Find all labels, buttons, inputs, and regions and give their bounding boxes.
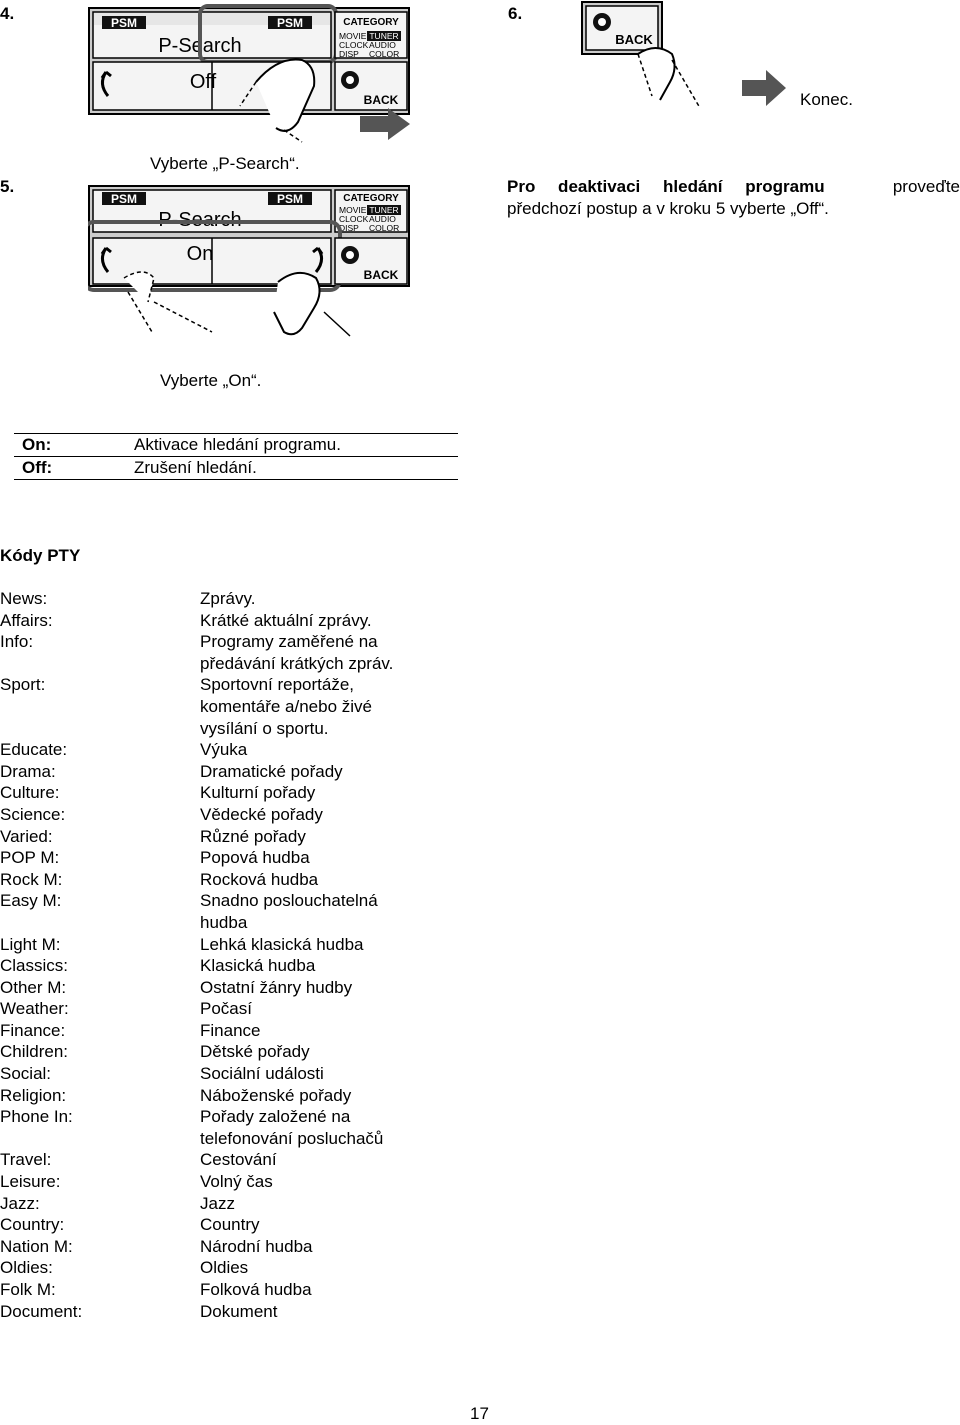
pty-desc xyxy=(200,1085,351,1107)
finger-icon xyxy=(274,273,320,334)
category-label: CATEGORY xyxy=(343,17,399,28)
display-back xyxy=(576,0,796,110)
pty-row xyxy=(0,1171,520,1193)
pty-desc xyxy=(200,588,255,610)
pty-desc xyxy=(200,934,364,956)
pty-desc-line: Sociální události xyxy=(200,1064,324,1084)
option-key: On: xyxy=(22,435,52,454)
pty-code: Social: xyxy=(0,1064,52,1084)
caption-finish: Konec. xyxy=(800,90,853,109)
option-row xyxy=(14,434,458,456)
pty-code: Phone In: xyxy=(0,1107,73,1127)
pty-desc xyxy=(200,1106,383,1149)
pty-row xyxy=(0,1106,520,1149)
pty-code: Other M: xyxy=(0,977,67,997)
pty-code: Travel: xyxy=(0,1150,52,1170)
pty-desc xyxy=(200,847,310,869)
pty-desc xyxy=(200,977,352,999)
pty-desc-line: Finance xyxy=(200,1020,261,1040)
movie-label: MOVIE xyxy=(339,31,367,41)
psm-label-left: PSM xyxy=(110,16,138,30)
pty-desc-line: Oldies xyxy=(200,1258,249,1278)
pty-row xyxy=(0,1214,520,1236)
pty-desc-line: Výuka xyxy=(200,740,248,760)
pty-row xyxy=(0,1149,520,1171)
pty-row xyxy=(0,998,520,1020)
caption-select-on: Vyberte „On“. xyxy=(160,371,262,390)
arrow-right-icon xyxy=(742,70,786,106)
back-label: BACK xyxy=(363,268,399,282)
pty-desc xyxy=(200,955,315,977)
pty-desc-line: Volný čas xyxy=(200,1172,273,1192)
category-label: CATEGORY xyxy=(343,193,399,204)
color-label: COLOR xyxy=(369,49,400,59)
pty-row xyxy=(0,739,520,761)
pty-desc xyxy=(200,739,247,761)
pty-desc-line: hudba xyxy=(200,912,248,932)
finger-icon xyxy=(638,48,675,100)
pty-heading: Kódy PTY xyxy=(0,546,81,565)
psearch-label: P-Search xyxy=(158,35,242,57)
pty-row xyxy=(0,610,520,632)
pty-row xyxy=(0,1041,520,1063)
pty-desc-line: Jazz xyxy=(200,1193,235,1213)
pty-code: Light M: xyxy=(0,934,61,954)
note-line2: předchozí postup a v kroku 5 vyberte „Off“. xyxy=(507,199,829,218)
pty-row xyxy=(0,869,520,891)
pty-row xyxy=(0,847,520,869)
pty-desc xyxy=(200,1236,312,1258)
disp-label: DISP xyxy=(339,49,359,59)
color-label: COLOR xyxy=(369,223,400,233)
pty-desc xyxy=(200,1214,260,1236)
pty-code: Rock M: xyxy=(0,869,63,889)
pty-desc-line: předávání krátkých zpráv. xyxy=(200,653,394,673)
option-desc: Aktivace hledání programu. xyxy=(134,435,341,454)
pty-desc-line: Ostatní žánry hudby xyxy=(200,977,353,997)
pty-desc xyxy=(200,869,318,891)
clock-label: CLOCK xyxy=(339,40,369,50)
pty-row xyxy=(0,1301,520,1323)
pty-desc xyxy=(200,1020,260,1042)
pty-desc-line: Popová hudba xyxy=(200,848,310,868)
audio-label: AUDIO xyxy=(369,214,396,224)
pty-row xyxy=(0,1020,520,1042)
note-bold: Pro deaktivaci hledání programu xyxy=(507,177,825,196)
pty-code: Finance: xyxy=(0,1020,66,1040)
pty-row xyxy=(0,782,520,804)
pty-desc-line: Krátké aktuální zprávy. xyxy=(200,610,372,630)
pty-desc xyxy=(200,1149,277,1171)
pty-code: Jazz: xyxy=(0,1193,40,1213)
pty-code: Affairs: xyxy=(0,610,53,630)
note-rest: proveďte xyxy=(892,177,960,196)
value-label-off: Off xyxy=(189,71,217,93)
pty-row xyxy=(0,761,520,783)
pty-code: Nation M: xyxy=(0,1236,73,1256)
pty-desc xyxy=(200,1171,273,1193)
back-label: BACK xyxy=(615,32,653,47)
step-number-5: 5. xyxy=(0,177,15,196)
page-number: 17 xyxy=(470,1404,489,1423)
pty-desc-line: Klasická hudba xyxy=(200,956,316,976)
pty-desc-line: Cestování xyxy=(200,1150,277,1170)
pty-desc-line: Národní hudba xyxy=(200,1236,313,1256)
pty-desc xyxy=(200,782,315,804)
pty-desc-line: Náboženské pořady xyxy=(200,1085,352,1105)
pty-code: Culture: xyxy=(0,783,60,803)
pty-desc-line: Počasí xyxy=(200,999,252,1019)
pty-desc-line: Dětské pořady xyxy=(200,1042,310,1062)
pty-code: Info: xyxy=(0,632,34,652)
step-number-4: 4. xyxy=(0,4,15,23)
pty-desc xyxy=(200,761,343,783)
psearch-label: P-Search xyxy=(158,209,242,231)
clock-label: CLOCK xyxy=(339,214,369,224)
deactivation-note xyxy=(507,176,960,220)
pty-desc xyxy=(200,1301,277,1323)
pty-row xyxy=(0,826,520,848)
pty-code: Document: xyxy=(0,1301,83,1321)
display-psearch-off xyxy=(88,4,418,144)
pty-desc-line: Sportovní reportáže, xyxy=(200,675,355,695)
pty-code: Children: xyxy=(0,1042,69,1062)
pty-desc-line: Programy zaměřené na xyxy=(200,632,378,652)
pty-desc-line: Dokument xyxy=(200,1301,278,1321)
caption-select-psearch: Vyberte „P-Search“. xyxy=(150,154,300,173)
pty-code: Country: xyxy=(0,1215,65,1235)
pty-desc xyxy=(200,1041,310,1063)
pty-desc xyxy=(200,804,323,826)
pty-code: Folk M: xyxy=(0,1280,56,1299)
pty-row xyxy=(0,955,520,977)
pty-desc xyxy=(200,610,372,632)
pty-code: Easy M: xyxy=(0,891,62,911)
pty-code: Classics: xyxy=(0,956,69,976)
pty-desc-line: Vědecké pořady xyxy=(200,804,323,824)
pty-code: Drama: xyxy=(0,761,56,781)
pty-row xyxy=(0,1063,520,1085)
pty-code: Leisure: xyxy=(0,1172,61,1192)
option-row xyxy=(14,456,458,479)
pty-code: Varied: xyxy=(0,826,53,846)
pty-desc xyxy=(200,998,252,1020)
tuner-label: TUNER xyxy=(369,31,399,41)
pty-row xyxy=(0,1279,520,1301)
pty-desc-line: komentáře a/nebo živé xyxy=(200,696,372,716)
pty-desc xyxy=(200,1063,324,1085)
psm-label-left: PSM xyxy=(110,192,138,206)
pty-code: Science: xyxy=(0,804,66,824)
pty-desc xyxy=(200,1257,248,1279)
display-psearch-on xyxy=(88,182,418,342)
pty-row xyxy=(0,977,520,999)
pty-row xyxy=(0,588,520,610)
pty-desc-line: telefonování posluchačů xyxy=(200,1128,384,1148)
pty-desc-line: Kulturní pořady xyxy=(200,783,316,803)
pty-code: Oldies: xyxy=(0,1258,53,1278)
disp-label: DISP xyxy=(339,223,359,233)
psm-label-right: PSM xyxy=(276,192,304,206)
pty-desc xyxy=(200,631,393,674)
back-label: BACK xyxy=(363,93,399,107)
pty-code: News: xyxy=(0,589,48,608)
pty-row xyxy=(0,674,520,739)
pty-row xyxy=(0,804,520,826)
pty-desc-line: Různé pořady xyxy=(200,826,306,846)
movie-label: MOVIE xyxy=(339,205,367,215)
pty-row xyxy=(0,631,520,674)
pty-desc-line: Country xyxy=(200,1215,260,1235)
pty-desc-line: Dramatické pořady xyxy=(200,761,343,781)
pty-list xyxy=(0,588,520,1322)
pty-desc-line: Folková hudba xyxy=(200,1280,312,1299)
pty-desc-line: vysílání o sportu. xyxy=(200,718,329,738)
pty-desc-line: Zprávy. xyxy=(200,589,256,608)
value-label-on: On xyxy=(186,243,214,265)
pty-row xyxy=(0,1257,520,1279)
pty-code: Educate: xyxy=(0,740,68,760)
pty-row xyxy=(0,1193,520,1215)
pty-desc xyxy=(200,890,378,933)
pty-row xyxy=(0,1236,520,1258)
pty-desc xyxy=(200,1279,312,1301)
pty-desc xyxy=(200,826,306,848)
pty-desc-line: Pořady založené na xyxy=(200,1107,351,1127)
pty-code: Weather: xyxy=(0,999,69,1019)
pty-desc xyxy=(200,1193,235,1215)
pty-code: Sport: xyxy=(0,675,46,695)
pty-desc-line: Lehká klasická hudba xyxy=(200,934,364,954)
pty-desc xyxy=(200,674,372,739)
tuner-label: TUNER xyxy=(369,205,399,215)
pty-desc-line: Snadno poslouchatelná xyxy=(200,891,378,911)
audio-label: AUDIO xyxy=(369,40,396,50)
pty-row xyxy=(0,1085,520,1107)
psm-label-right: PSM xyxy=(276,16,304,30)
options-table xyxy=(14,433,458,480)
option-key: Off: xyxy=(22,458,53,477)
pty-row xyxy=(0,890,520,933)
option-desc: Zrušení hledání. xyxy=(134,458,257,477)
pty-desc-line: Rocková hudba xyxy=(200,869,319,889)
pty-code: POP M: xyxy=(0,848,60,868)
pty-code: Religion: xyxy=(0,1085,67,1105)
pty-row xyxy=(0,934,520,956)
step-number-6: 6. xyxy=(508,4,523,23)
